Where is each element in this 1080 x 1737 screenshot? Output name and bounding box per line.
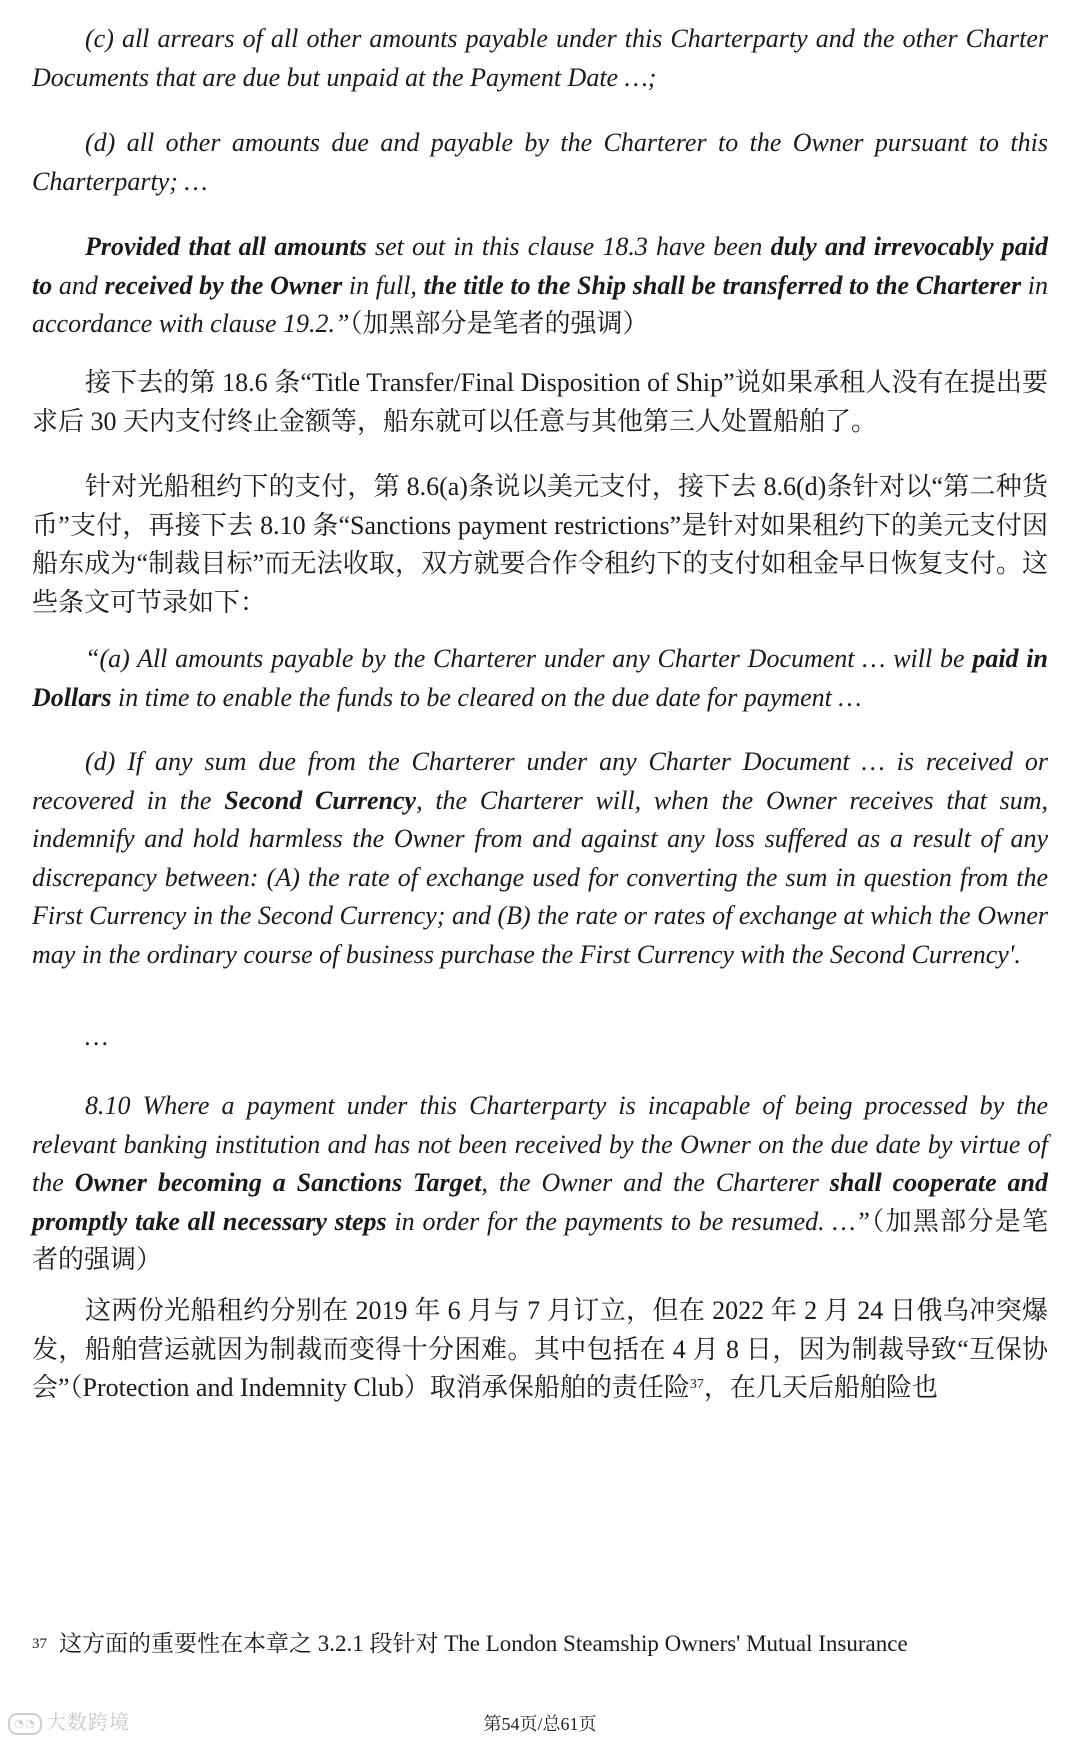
- watermark-logo-icon: ◔◔: [8, 1713, 42, 1735]
- proviso-bold-3: received by the Owner: [104, 270, 343, 300]
- author-emphasis-note-2: （加黑部分是笔者的强调）: [32, 1206, 1048, 1274]
- clause-8-10-text-2: , the Owner and the Charterer: [481, 1168, 830, 1197]
- clause-d2-bold: Second Currency: [224, 785, 417, 815]
- clause-a-paragraph: [32, 640, 1048, 717]
- proviso-bold-4: the title to the Ship shall be transferred to the Charterer: [423, 270, 1022, 300]
- clause-d2-paragraph: [32, 743, 1048, 974]
- footnote-reference[interactable]: 37: [689, 1377, 704, 1392]
- clause-d2-text-2: , the Charterer will, when the Owner receives that sum, indemnify and hold harmless the Owner from and against any loss suffered as a result of any discrepancy between: (A) the rate of exchange used for converting the sum in question from the First Currency in the Second Currency; and (B) the rate or rates of exchange at which the Owner may in the ordinary course of business purchase the First Currency with the Second Currency'.: [32, 785, 1048, 969]
- charter-history-paragraph: [32, 1292, 1048, 1408]
- proviso-text-4: in accordance with clause 19.2.”: [32, 270, 1048, 338]
- clause-8-10-text-1: 8.10 Where a payment under this Charterparty is incapable of being processed by the relevant banking institution and has not been received by the Owner on the due date by virtue of the: [32, 1091, 1048, 1197]
- clause-c-text: (c) all arrears of all other amounts payable under this Charterparty and the other Charter Documents that are due but unpaid at the Payment Date …;: [32, 24, 1048, 92]
- charter-history-text-1: 这两份光船租约分别在 2019 年 6 月与 7 月订立，但在 2022 年 2 月 24 日俄乌冲突爆发，船舶营运就因为制裁而变得十分困难。其中包括在 4 月 8 日，因为制裁导致“互保协会”（Protection and Indemnity Club）取消承保船舶的责任险: [32, 1296, 1048, 1402]
- clause-a-text-1: “(a) All amounts payable by the Charterer under any Charter Document … will be: [85, 644, 973, 673]
- clause-d-text: (d) all other amounts due and payable by the Charterer to the Owner pursuant to this Charterparty; …: [32, 128, 1048, 196]
- payment-clauses-text: 针对光船租约下的支付，第 8.6(a)条说以美元支付，接下去 8.6(d)条针对以“第二种货币”支付，再接下去 8.10 条“Sanctions payment restrictions”是针对如果租约下的美元支付因船东成为“制裁目标”而无法收取，双方就要合作令租约下的支付如租金早日恢复支付。这些条文可节录如下：: [32, 472, 1048, 617]
- proviso-paragraph: [32, 228, 1048, 344]
- charter-history-text-2: ，在几天后船舶险也: [703, 1373, 938, 1402]
- footnote-text: 这方面的重要性在本章之 3.2.1 段针对 The London Steamship Owners' Mutual Insurance: [59, 1631, 908, 1656]
- watermark-text: 大数跨境: [46, 1710, 130, 1734]
- proviso-text-3: in full,: [342, 270, 424, 300]
- clause-d2-text-1: (d) If any sum due from the Charterer under any Charter Document … is received or recovered in the: [32, 747, 1048, 815]
- clause-d-paragraph: [32, 124, 1048, 201]
- clause-a-bold: paid in Dollars: [32, 644, 1048, 712]
- page-number-label: 第54页/总61页: [483, 1714, 597, 1734]
- clause-8-10-bold-1: Owner becoming a Sanctions Target: [74, 1168, 482, 1197]
- page-number-footer: [0, 1710, 1080, 1736]
- author-emphasis-note: （加黑部分是笔者的强调）: [349, 309, 649, 338]
- clause-18-6-text: 接下去的第 18.6 条“Title Transfer/Final Disposition of Ship”说如果承租人没有在提出要求后 30 天内支付终止金额等，船东就可以任意与其他第三人处置船舶了。: [32, 368, 1048, 436]
- footnote-number: 37: [32, 1636, 47, 1652]
- clause-8-10-text-3: in order for the payments to be resumed. …”: [386, 1206, 871, 1236]
- proviso-text-1: set out in this clause 18.3 have been: [366, 232, 771, 261]
- clause-8-10-bold-2: shall cooperate and promptly take all necessary steps: [32, 1168, 1049, 1236]
- payment-clauses-paragraph: [32, 468, 1048, 622]
- proviso-text-2: and: [52, 270, 105, 300]
- ellipsis-paragraph: [32, 1018, 1048, 1057]
- footnote: [32, 1629, 1048, 1659]
- proviso-bold-2: duly and irrevocably paid to: [32, 232, 1048, 300]
- clause-8-10-paragraph: [32, 1087, 1048, 1280]
- clause-a-text-2: in time to enable the funds to be cleared on the due date for payment …: [111, 682, 862, 712]
- ellipsis-text: …: [85, 1022, 109, 1051]
- clause-18-6-paragraph: [32, 364, 1048, 441]
- proviso-bold-1: Provided that all amounts: [85, 232, 367, 261]
- clause-c-paragraph: [32, 20, 1048, 97]
